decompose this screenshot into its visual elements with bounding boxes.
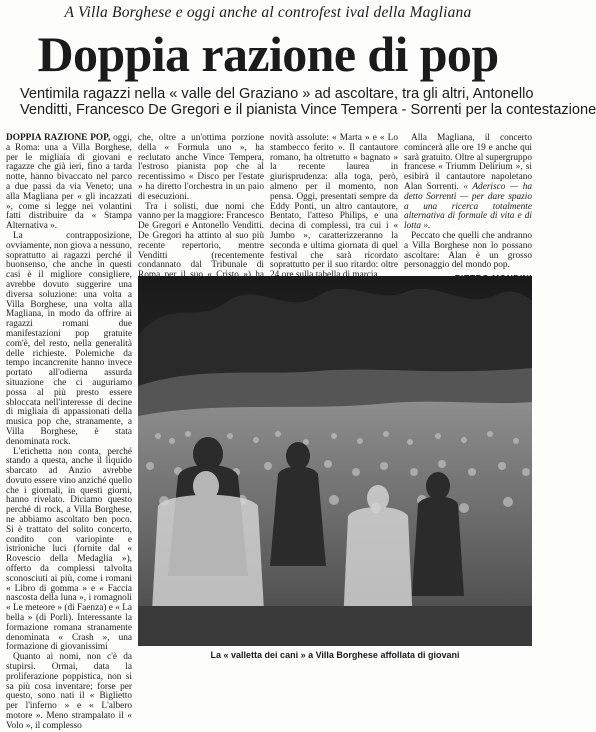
quote-text: « Aderisco — ha detto Sorrenti — per dare spazio a una ricerca totalmente alternativa di formule di vita e di lotta ». bbox=[404, 181, 532, 232]
deck-line-1: Ventimila ragazzi nella « valle del Graziano » ad ascoltare, tra gli altri, Antonello bbox=[20, 86, 534, 102]
article-paragraph bbox=[404, 134, 532, 232]
article-paragraph: che, oltre a un'ottima porzione della « Formula uno », ha reclutato anche Vince Tempera, l'estroso pianista pop che al recentissimo « Disco per l'estate » ha diretto l'orchestra in un paio di esecuzioni. bbox=[138, 133, 264, 202]
article-paragraph: La contrapposizione, ovviamente, non giova a nessuno, soprattutto ai ragazzi perché il buonsenso, che anche in questi casi è il migliore consigliere, avrebbe dovuto suggerire una diversa soluzione: una volta a Villa Borghese, una volta alla Magliana, in modo da offrire ai ragazzi romani due manifestazioni pop gratuite com'è, del resto, nella generalità delle richieste. Polemiche da tempo incancrenite hanno invece portato all'odierna assurda situazione che ci auguriamo possa al più presto essere sbloccata nell'interesse di decine di migliaia di appassionati della musica pop che, stranamente, a Villa Borghese, è stata denominata rock. bbox=[6, 230, 132, 447]
headline: Doppia razione di pop bbox=[37, 26, 499, 82]
crowd-photo-illustration bbox=[138, 276, 532, 646]
article-paragraph: Peccato che quelli che andranno a Villa Borghese non lo possano ascoltare: Alan è un grosso personaggio del mondo pop. bbox=[404, 230, 532, 271]
article-column-1 bbox=[6, 133, 132, 731]
article-column-2 bbox=[138, 134, 264, 270]
crowd-photo bbox=[138, 276, 532, 646]
lead-in: DOPPIA RAZIONE POP, bbox=[6, 133, 111, 143]
article-column-4 bbox=[404, 134, 532, 270]
kicker: A Villa Borghese e oggi anche al controfest ival della Magliana bbox=[64, 4, 472, 21]
article-column-3 bbox=[270, 134, 398, 270]
article-paragraph: Quanto ai nomi, non c'è da stupirsi. Ormai, data la proliferazione poppistica, non si sa più cosa inventare; forse per questo, sono nati il « Biglietto per l'inferno » e « L'albero motore ». Meno strampalato il « Volo », il complesso bbox=[6, 652, 132, 731]
deck bbox=[20, 86, 596, 118]
article-paragraph: L'etichetta non conta, perché stando a questa, anche il liquido sbarcato ad Anzio avrebbe dovuto essere vino anziché quello che i giornali, in questi giorni, hanno rivelato. Diciamo questo perché di rock, a Villa Borghese, ne abbiamo ascoltato ben poco. Si è trattato del solito concerto, condito con variopinte e istrioniche luci (fornite dal « Rovescio della Medaglia »), offerto da complessi talvolta sconosciuti ai più, come i romani « Libro di gomma » e « Faccia nascosta della luna », i romagnoli « Le meteore » (di Faenza) e « La bella » (di Porli). Interessante la formazione romana stranamente denominata « Crash », una formazione di giovanissimi bbox=[6, 446, 132, 653]
paragraph-text: Alla Magliana, il concerto comincerà alle ore 19 e anche qui sarà gratuito. Oltre al supergruppo francese « Triumm Delirium », si esibirà il cantautore napoletano Alan Sorrenti. bbox=[404, 133, 532, 192]
deck-line-2: Venditti, Francesco De Gregori e il pianista Vince Tempera - Sorrenti per la contestazione bbox=[20, 102, 596, 118]
article-paragraph bbox=[6, 134, 132, 232]
article-paragraph: Tra i solisti, due nomi che vanno per la maggiore: Francesco De Gregori e Antonello Venditti. De Gregori ha attinto al suo più recente repertorio, mentre Venditti (recentemente condannato dal Tribunale di bbox=[138, 201, 264, 271]
paragraph-text: oggi, a Roma: una a Villa Borghese, per le migliaia di giovani e ragazze che già ieri, fino a tarda notte, hanno bivaccato nel parco a due passi da via Veneto; una alla Magliana per « gli incazzati », come si legge nei volantini fatti distribuire da « Stampa Alternativa ». bbox=[6, 133, 132, 232]
article-paragraph: novità assolute: « Marta » e « Lo stambecco ferito ». Il cantautore romano, ha oltretutto « bagnato » la recente laurea in giurisprudenza: alla toga, però, almeno per il momento, non pensa. Oggi, presentati sempre da Eddy Ponti, un altro cantautore, Bentato, l'atteso Philips, e una decina di complessi, tra cui i « Jumbo », caratterizzeranno la seconda e ultima giornata di quel festival che sarà ricordato soprattutto per il suo ritardo: oltre bbox=[270, 133, 398, 271]
photo-caption: La « valletta dei cani » a Villa Borghese affollata di giovani bbox=[210, 650, 460, 660]
